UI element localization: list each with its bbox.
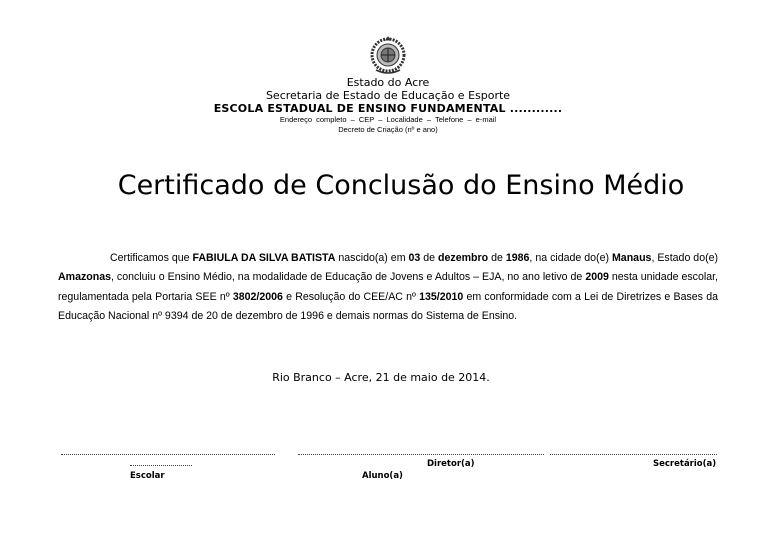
signature-line-aluno xyxy=(130,465,192,466)
signature-label-diretor: Diretor(a) xyxy=(427,459,475,469)
body-text-5: , na cidade do(e) xyxy=(529,252,612,264)
body-text-4: de xyxy=(488,252,506,264)
header-address-line: Endereço completo – CEP – Localidade – Telefone – e-mail xyxy=(279,115,497,124)
signature-label-aluno: Aluno(a) xyxy=(362,471,403,481)
school-year: 2009 xyxy=(585,271,609,284)
birth-year: 1986 xyxy=(505,252,530,264)
header-school-name: ESCOLA ESTADUAL DE ENSINO FUNDAMENTAL ............ xyxy=(213,102,563,115)
birth-state: Amazonas xyxy=(58,271,111,284)
body-text-10: em conformidade com a Lei de Diretrizes e Bases da Educação Nacional nº 9394 de 20 de dezembro de 1996 e demais normas do Sistema de Ensino. xyxy=(58,290,718,323)
header-state: Estado do Acre xyxy=(346,76,430,89)
student-name: FABIULA DA SILVA BATISTA xyxy=(192,252,336,264)
birth-city: Manaus xyxy=(611,252,652,264)
body-text-1: Certificamos que xyxy=(110,252,193,264)
signature-label-escolar: Escolar xyxy=(130,471,165,481)
place-and-date: Rio Branco – Acre, 21 de maio de 2014. xyxy=(272,371,490,384)
body-text-7: , concluiu o Ensino Médio, na modalidade de Educação de Jovens e Adultos – EJA, no ano letivo de xyxy=(110,271,586,284)
body-text-6: , Estado do(e) xyxy=(651,252,719,264)
header-decree-line: Decreto de Criação (nº e ano) xyxy=(338,125,438,134)
birth-month: dezembro xyxy=(438,252,489,264)
certificate-body xyxy=(58,249,718,327)
signature-label-secretario: Secretário(a) xyxy=(653,459,717,469)
body-text-9: e Resolução do CEE/AC nº xyxy=(282,290,420,303)
body-text-3: de xyxy=(420,252,439,264)
state-coat-of-arms-seal xyxy=(368,36,408,74)
signature-line-escolar xyxy=(61,454,275,455)
birth-day: 03 xyxy=(408,252,421,264)
signature-line-diretor xyxy=(298,454,544,455)
resolucao-number: 135/2010 xyxy=(419,290,464,303)
header-secretariat: Secretaria de Estado de Educação e Esporte xyxy=(265,89,511,102)
signature-line-secretario xyxy=(550,454,717,455)
certificate-title: Certificado de Conclusão do Ensino Médio xyxy=(117,170,685,201)
body-text-8: nesta unidade escolar, regulamentada pela Portaria SEE nº xyxy=(58,271,718,303)
body-text-2: nascido(a) em xyxy=(335,252,409,264)
portaria-number: 3802/2006 xyxy=(232,290,283,303)
